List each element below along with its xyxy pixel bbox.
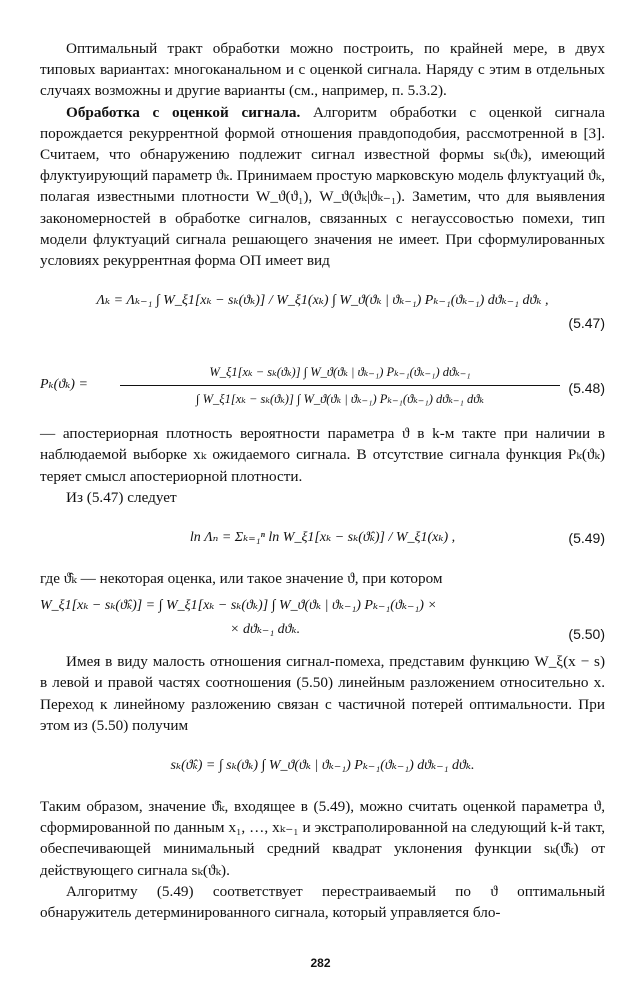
equation-5-49	[40, 514, 605, 562]
equation-5-47	[40, 277, 605, 332]
paragraph-intro: Оптимальный тракт обработки можно построить, по крайней мере, в двух типовых вариантах: многоканальном и с оценкой сигнала. Наряду с этим в отдельных случаях возможны и другие варианты (см., например, п. 5.3.2).	[40, 40, 605, 100]
equation-fraction	[120, 359, 560, 412]
equation-lhs: Pₖ(ϑₖ) =	[40, 377, 88, 393]
paragraph-algorithm: Алгоритму (5.49) соответствует перестраиваемый по ϑ оптимальный обнаружитель детерминированного сигнала, который управляется бло-	[40, 882, 605, 922]
paragraph-follows: Из (5.47) следует	[66, 488, 177, 506]
paragraph-posterior: — апостериорная плотность вероятности параметра ϑ в k-м такте при наличии в наблюдаемой выборке xₖ ожидаемого сигнала. В отсутствие сигнала функция Pₖ(ϑₖ) теряет смысл апостериорной плотности.	[40, 425, 605, 485]
equation-estimate	[40, 742, 605, 790]
equation-body: sₖ(ϑ̂ₖ) = ∫ sₖ(ϑₖ) ∫ W_ϑ(ϑₖ | ϑₖ₋₁) Pₖ₋₁(ϑₖ₋₁) dϑₖ₋₁ dϑₖ.	[170, 758, 475, 774]
fraction-denominator: ∫ W_ξ1[xₖ − sₖ(ϑₖ)] ∫ W_ϑ(ϑₖ | ϑₖ₋₁) Pₖ₋₁(ϑₖ₋₁) dϑₖ₋₁ dϑₖ	[120, 385, 560, 412]
equation-number: (5.49)	[568, 530, 605, 547]
paragraph-estimate: где ϑ̂ₖ — некоторая оценка, или такое значение ϑ, при котором	[40, 570, 443, 588]
equation-line-2: × dϑₖ₋₁ dϑₖ.	[230, 622, 301, 638]
equation-5-48	[40, 359, 605, 417]
equation-body: ln Λₙ = Σₖ₌₁ⁿ ln W_ξ1[xₖ − sₖ(ϑ̂ₖ)] / W_ξ1(xₖ) ,	[189, 530, 456, 546]
paragraph-signal-estimation	[40, 102, 605, 272]
equation-number: (5.47)	[568, 315, 605, 332]
equation-number: (5.50)	[568, 626, 605, 643]
page-number: 282	[310, 956, 331, 970]
equation-5-50	[40, 595, 605, 645]
section-heading: Обработка с оценкой сигнала.	[66, 103, 301, 121]
paragraph-linear-expansion: Имея в виду малость отношения сигнал-помеха, представим функцию W_ξ(x − s) в левой и правой частях соотношения (5.50) линейным разложением относительно x. Переход к линейному разложению связан с частичной потерей оптимальности. При этом из (5.50) получим	[40, 653, 605, 734]
equation-number: (5.48)	[568, 380, 605, 397]
fraction-numerator: W_ξ1[xₖ − sₖ(ϑₖ)] ∫ W_ϑ(ϑₖ | ϑₖ₋₁) Pₖ₋₁(ϑₖ₋₁) dϑₖ₋₁	[209, 365, 471, 380]
paragraph-text: Алгоритм обработки с оценкой сигнала порождается рекуррентной формой отношения правдоподобия, рассмотренной в [3]. Считаем, что обнаружению подлежит сигнал известной формы sₖ(ϑₖ), имеющий флуктуирующий параметр ϑₖ. Принимаем простую марковскую модель флуктуаций ϑₖ, полагая известными плотности W_ϑ(ϑ₁), W_ϑ(ϑₖ|ϑₖ₋₁). Заметим, что для выявления закономерностей в обработке сигналов, связанных с негауссовостью помехи, тип модели флуктуаций сигнала решающего значения не имеет. При сформулированных условиях рекуррентная форма ОП имеет вид	[40, 103, 605, 270]
equation-line-1: W_ξ1[xₖ − sₖ(ϑ̂ₖ)] = ∫ W_ξ1[xₖ − sₖ(ϑₖ)] ∫ W_ϑ(ϑₖ | ϑₖ₋₁) Pₖ₋₁(ϑₖ₋₁) ×	[40, 598, 437, 614]
equation-body: Λₖ = Λₖ₋₁ ∫ W_ξ1[xₖ − sₖ(ϑₖ)] / W_ξ1(xₖ) ∫ W_ϑ(ϑₖ | ϑₖ₋₁) Pₖ₋₁(ϑₖ₋₁) dϑₖ₋₁ dϑₖ ,	[96, 293, 549, 309]
paragraph-conclusion: Таким образом, значение ϑ̂ₖ, входящее в (5.49), можно считать оценкой параметра ϑ, сформированной по данным x₁, …, xₖ₋₁ и экстраполированной на следующий k-й такт, обеспечивающей минимальный средний квадрат уклонения функции sₖ(ϑ̂ₖ) от действующего сигнала sₖ(ϑₖ).	[40, 798, 605, 879]
